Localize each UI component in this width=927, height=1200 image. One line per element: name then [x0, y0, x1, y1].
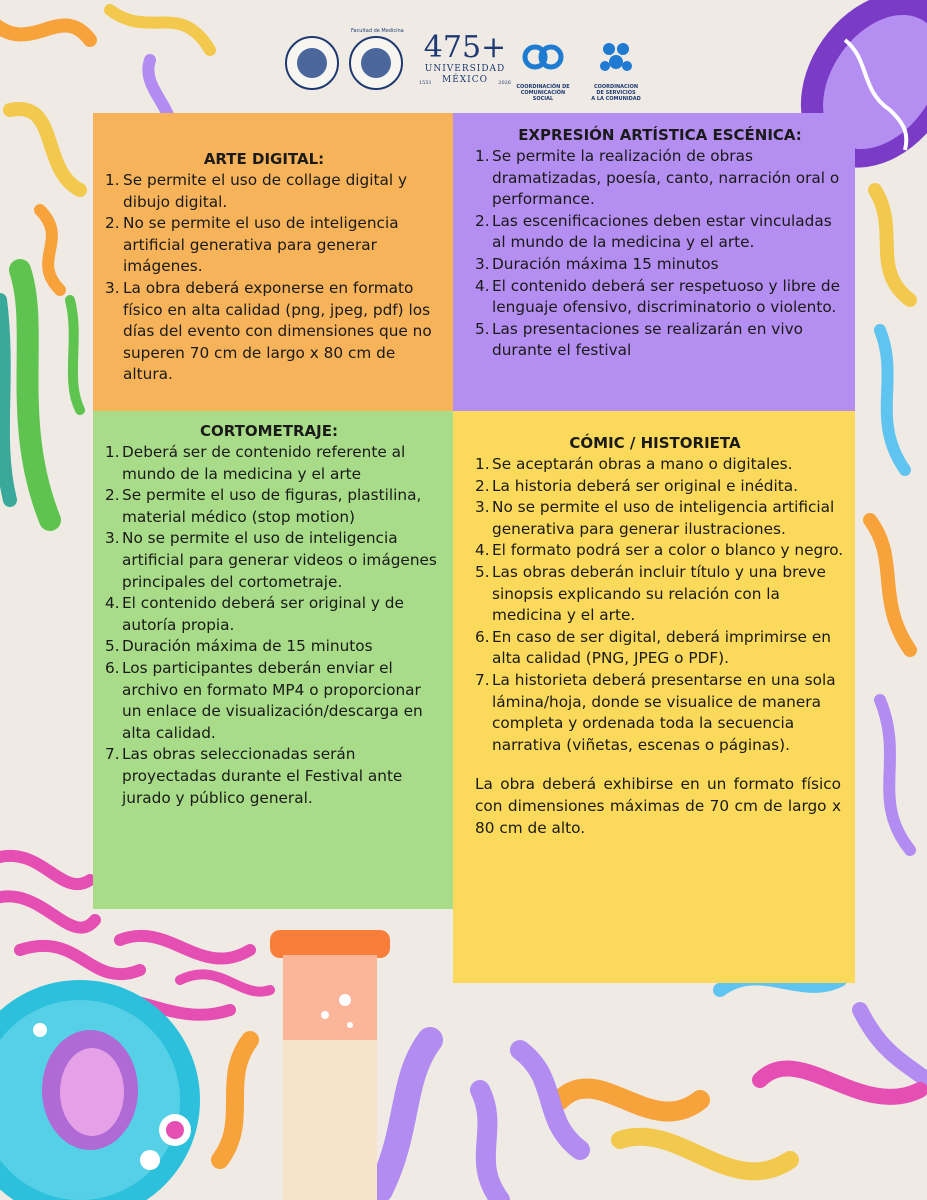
rules-list: [105, 170, 443, 386]
worm-shape: [10, 109, 80, 190]
worm-shape: [560, 1088, 700, 1111]
universidad-475-logo: 475+ UNIVERSIDAD MÉXICO 1551 2026: [419, 30, 511, 86]
test-tube-shape: [270, 930, 390, 1200]
worm-shape: [0, 20, 90, 40]
panel-comic-historieta: [453, 411, 855, 983]
list-item: 3. No se permite el uso de inteligencia artificial generativa para generar ilustraciones.: [475, 498, 835, 538]
rules-list: [475, 454, 845, 756]
worm-shape: [220, 1040, 250, 1160]
header-logos: [285, 30, 645, 100]
comunicacion-social-icon: [521, 40, 565, 74]
list-item: 1. Deberá ser de contenido referente al mundo de la medicina y el arte: [105, 443, 406, 483]
worm-shape: [380, 1040, 430, 1190]
list-item: 5. Las presentaciones se realizarán en vivo durante el festival: [475, 319, 803, 360]
coordinacion-servicios-logo: COORDINACION DE SERVICIOS A LA COMUNIDAD: [585, 34, 647, 102]
section-title: EXPRESIÓN ARTÍSTICA ESCÉNICA:: [518, 126, 802, 144]
worm-shape: [875, 190, 910, 300]
worm-shape: [70, 300, 80, 410]
worm-shape: [880, 330, 905, 470]
rules-list: [475, 146, 845, 362]
unam-seal-logo: [285, 36, 339, 90]
list-item: 7. La historieta deberá presentarse en una sola lámina/hoja, donde se visualice de manera completa y ordenada toda la secuencia narrativa (viñetas, escenas o páginas).: [475, 670, 836, 754]
worm-shape: [860, 1010, 927, 1080]
list-item: 4. El contenido deberá ser original y de autoría propia.: [105, 594, 404, 634]
worm-shape: [180, 974, 270, 991]
list-item: 5. Las obras deberán incluir título y una breve sinopsis explicando su relación con la medicina y el arte.: [475, 562, 826, 625]
list-item: 3. La obra deberá exponerse en formato físico en alta calidad (png, jpeg, pdf) los días del evento con dimensiones que no superen 70 cm de largo x 80 cm de altura.: [105, 278, 432, 384]
panel-expresion-escenica: [453, 113, 855, 411]
facultad-label: Facultad de Medicina: [351, 28, 404, 34]
servicios-comunidad-icon: [597, 40, 635, 74]
list-item: 6. Los participantes deberán enviar el archivo en formato MP4 o proporcionar un enlace de visualización/descarga en alta calidad.: [105, 658, 423, 742]
section-title: CORTOMETRAJE:: [199, 422, 338, 440]
list-item: 2. Las escenificaciones deben estar vinculadas al mundo de la medicina y el arte.: [475, 211, 832, 252]
panel-cortometraje: [93, 411, 453, 909]
rules-list: [105, 442, 443, 809]
list-item: 3. Duración máxima 15 minutos: [475, 254, 719, 273]
worm-shape: [20, 270, 50, 520]
panel-arte-digital: [93, 113, 453, 411]
list-item: 6. En caso de ser digital, deberá imprimirse en alta calidad (PNG, JPEG o PDF).: [475, 627, 831, 668]
section-title: ARTE DIGITAL:: [203, 150, 325, 168]
facultad-medicina-seal-logo: [349, 36, 403, 90]
list-item: 4. El contenido deberá ser respetuoso y libre de lenguaje ofensivo, discriminatorio o violento.: [475, 276, 840, 317]
worm-shape: [0, 300, 10, 500]
list-item: 2. Se permite el uso de figuras, plastilina, material médico (stop motion): [105, 486, 422, 526]
list-item: 3. No se permite el uso de inteligencia artificial para generar videos o imágenes principales del cortometraje.: [105, 529, 437, 591]
worm-shape: [0, 896, 95, 927]
list-item: 5. Duración máxima de 15 minutos: [105, 637, 373, 656]
worm-shape: [880, 700, 910, 850]
worm-shape: [40, 210, 60, 290]
section-title: CÓMIC / HISTORIETA: [569, 434, 741, 452]
list-item: 1. Se permite la realización de obras dramatizadas, poesía, canto, narración oral o performance.: [475, 147, 840, 209]
list-item: 1. Se permite el uso de collage digital y dibujo digital.: [105, 171, 408, 211]
worm-shape: [20, 946, 140, 974]
worm-shape: [760, 1069, 920, 1097]
list-item: 7. Las obras seleccionadas serán proyectadas durante el Festival ante jurado y público general.: [105, 745, 403, 807]
worm-shape: [110, 10, 210, 50]
list-item: 1. Se aceptarán obras a mano o digitales.: [475, 455, 793, 473]
coordinacion-comunicacion-logo: COORDINACIÓN DE COMUNICACIÓN SOCIAL: [513, 34, 573, 102]
worm-shape: [870, 520, 910, 650]
list-item: 4. El formato podrá ser a color o blanco y negro.: [475, 541, 844, 560]
virus-shape: [159, 1114, 191, 1146]
worm-shape: [480, 1090, 500, 1200]
worm-shape: [120, 936, 250, 959]
list-item: 2. No se permite el uso de inteligencia artificial generativa para generar imágenes.: [105, 214, 399, 276]
list-item: 2. La historia deberá ser original e inédita.: [475, 476, 798, 495]
comic-format-note: La obra deberá exhibirse en un formato físico con dimensiones máximas de 70 cm de largo x 80 cm de alto.: [475, 775, 841, 837]
worm-shape: [620, 1137, 790, 1172]
worm-shape: [0, 856, 90, 884]
